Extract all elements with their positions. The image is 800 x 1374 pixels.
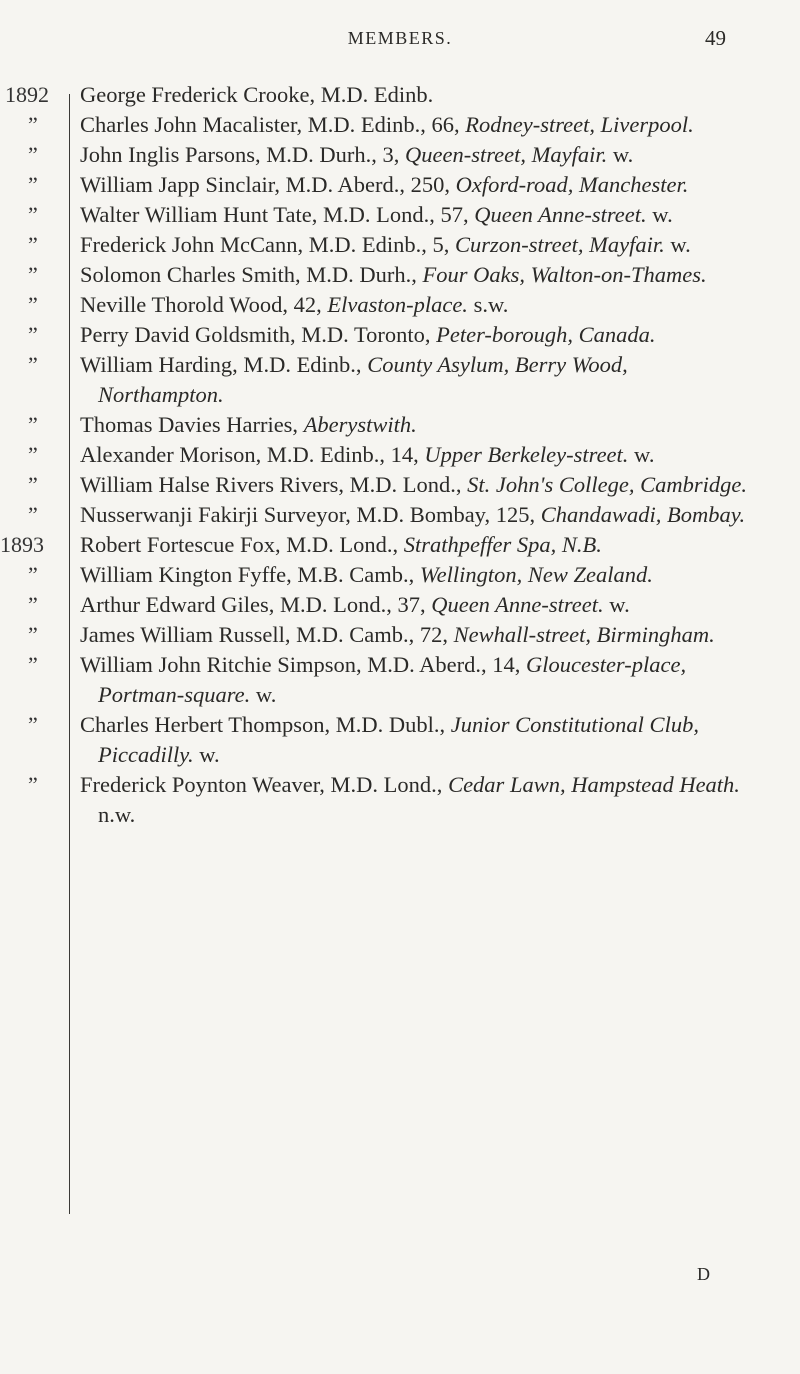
member-address: County Asylum, Berry Wood, Northampton. — [98, 352, 628, 407]
member-entry — [80, 230, 750, 260]
member-name: Robert Fortescue Fox, M.D. Lond., — [80, 532, 404, 557]
member-name: William Japp Sinclair, M.D. Aberd., 250, — [80, 172, 456, 197]
member-name: William John Ritchie Simpson, M.D. Aberd., 14, — [80, 652, 526, 677]
election-year: ” — [28, 442, 38, 467]
election-year: ” — [28, 622, 38, 647]
member-address: Elvaston-place. — [327, 292, 468, 317]
member-address: Aberystwith. — [303, 412, 417, 437]
member-name: John Inglis Parsons, M.D. Durh., 3, — [80, 142, 406, 167]
address-district: n.w. — [98, 802, 136, 827]
election-year: ” — [28, 262, 38, 287]
member-entry — [80, 620, 750, 650]
member-address: Four Oaks, Walton-on-Thames. — [422, 262, 707, 287]
column-rule — [69, 94, 70, 1214]
member-name: Solomon Charles Smith, M.D. Durh., — [80, 262, 423, 287]
member-address: Queen Anne-street. — [431, 592, 604, 617]
member-name: William Halse Rivers Rivers, M.D. Lond., — [80, 472, 468, 497]
member-entry — [80, 710, 750, 770]
member-name: Neville Thorold Wood, 42, — [80, 292, 328, 317]
member-address: Curzon-street, Mayfair. — [454, 232, 665, 257]
member-entry — [80, 500, 750, 530]
member-entry — [80, 260, 750, 290]
member-entry — [80, 770, 750, 830]
election-year: ” — [28, 292, 38, 317]
member-entry — [80, 470, 750, 500]
address-district: w. — [607, 142, 634, 167]
member-address: St. John's College, Cambridge. — [467, 472, 747, 497]
member-address: Upper Berkeley-street. — [424, 442, 629, 467]
member-entry — [80, 440, 750, 470]
member-address: Queen Anne-street. — [474, 202, 647, 227]
member-address: Chandawadi, Bombay. — [540, 502, 746, 527]
election-year: ” — [28, 562, 38, 587]
member-entry — [80, 290, 750, 320]
election-year: ” — [28, 502, 38, 527]
election-year: ” — [28, 412, 38, 437]
member-address: Strathpeffer Spa, N.B. — [403, 532, 602, 557]
member-name: Charles John Macalister, M.D. Edinb., 66, — [80, 112, 466, 137]
member-entry — [80, 320, 750, 350]
member-name: Frederick Poynton Weaver, M.D. Lond., — [80, 772, 449, 797]
election-year: ” — [28, 472, 38, 497]
address-district: w. — [628, 442, 655, 467]
address-district: w. — [603, 592, 630, 617]
member-entry — [80, 110, 750, 140]
member-name: Charles Herbert Thompson, M.D. Dubl., — [80, 712, 451, 737]
member-address: Queen-street, Mayfair. — [405, 142, 608, 167]
address-district: s.w. — [467, 292, 509, 317]
member-name: Nusserwanji Fakirji Surveyor, M.D. Bombay, 125, — [80, 502, 541, 527]
page-header — [0, 28, 800, 58]
member-list — [80, 80, 750, 830]
member-entry — [80, 170, 750, 200]
election-year: ” — [28, 142, 38, 167]
member-entry — [80, 140, 750, 170]
election-year: ” — [28, 772, 38, 797]
member-address: Peter-borough, Canada. — [436, 322, 656, 347]
address-district: w. — [250, 682, 277, 707]
member-address: Cedar Lawn, Hampstead Heath. — [448, 772, 740, 797]
election-year: 1893 — [0, 532, 44, 557]
election-year: 1892 — [5, 82, 49, 107]
member-entry — [80, 530, 750, 560]
member-entry — [80, 560, 750, 590]
member-name: Walter William Hunt Tate, M.D. Lond., 57, — [80, 202, 475, 227]
election-year: ” — [28, 652, 38, 677]
election-year: ” — [28, 352, 38, 377]
member-name: Frederick John McCann, M.D. Edinb., 5, — [80, 232, 455, 257]
member-address: Junior Constitutional Club, Piccadilly. — [98, 712, 699, 767]
election-year: ” — [28, 112, 38, 137]
member-entry — [80, 590, 750, 620]
member-entry — [80, 410, 750, 440]
address-district: w. — [646, 202, 673, 227]
member-entry — [80, 200, 750, 230]
election-year: ” — [28, 322, 38, 347]
member-address: Newhall-street, Birmingham. — [453, 622, 715, 647]
member-name: Alexander Morison, M.D. Edinb., 14, — [80, 442, 425, 467]
member-name: Thomas Davies Harries, — [80, 412, 304, 437]
member-entry — [80, 80, 750, 110]
member-name: William Harding, M.D. Edinb., — [80, 352, 368, 377]
member-entry — [80, 650, 750, 710]
election-year: ” — [28, 712, 38, 737]
member-entry — [80, 350, 750, 410]
election-year: ” — [28, 592, 38, 617]
election-year: ” — [28, 172, 38, 197]
member-address: Wellington, New Zealand. — [419, 562, 653, 587]
address-district: w. — [664, 232, 691, 257]
member-name: James William Russell, M.D. Camb., 72, — [80, 622, 454, 647]
member-address: Gloucester-place, Portman-square. — [98, 652, 687, 707]
election-year: ” — [28, 232, 38, 257]
signature-mark: D — [697, 1264, 710, 1284]
member-name: Perry David Goldsmith, M.D. Toronto, — [80, 322, 437, 347]
address-district: w. — [193, 742, 220, 767]
member-address: Rodney-street, Liverpool. — [465, 112, 694, 137]
election-year: ” — [28, 202, 38, 227]
running-title: MEMBERS. — [347, 28, 453, 48]
member-name: William Kington Fyffe, M.B. Camb., — [80, 562, 420, 587]
member-address: Oxford-road, Manchester. — [455, 172, 689, 197]
member-name: Arthur Edward Giles, M.D. Lond., 37, — [80, 592, 432, 617]
member-name: George Frederick Crooke, M.D. Edinb. — [80, 82, 434, 107]
page-number: 49 — [705, 26, 726, 50]
